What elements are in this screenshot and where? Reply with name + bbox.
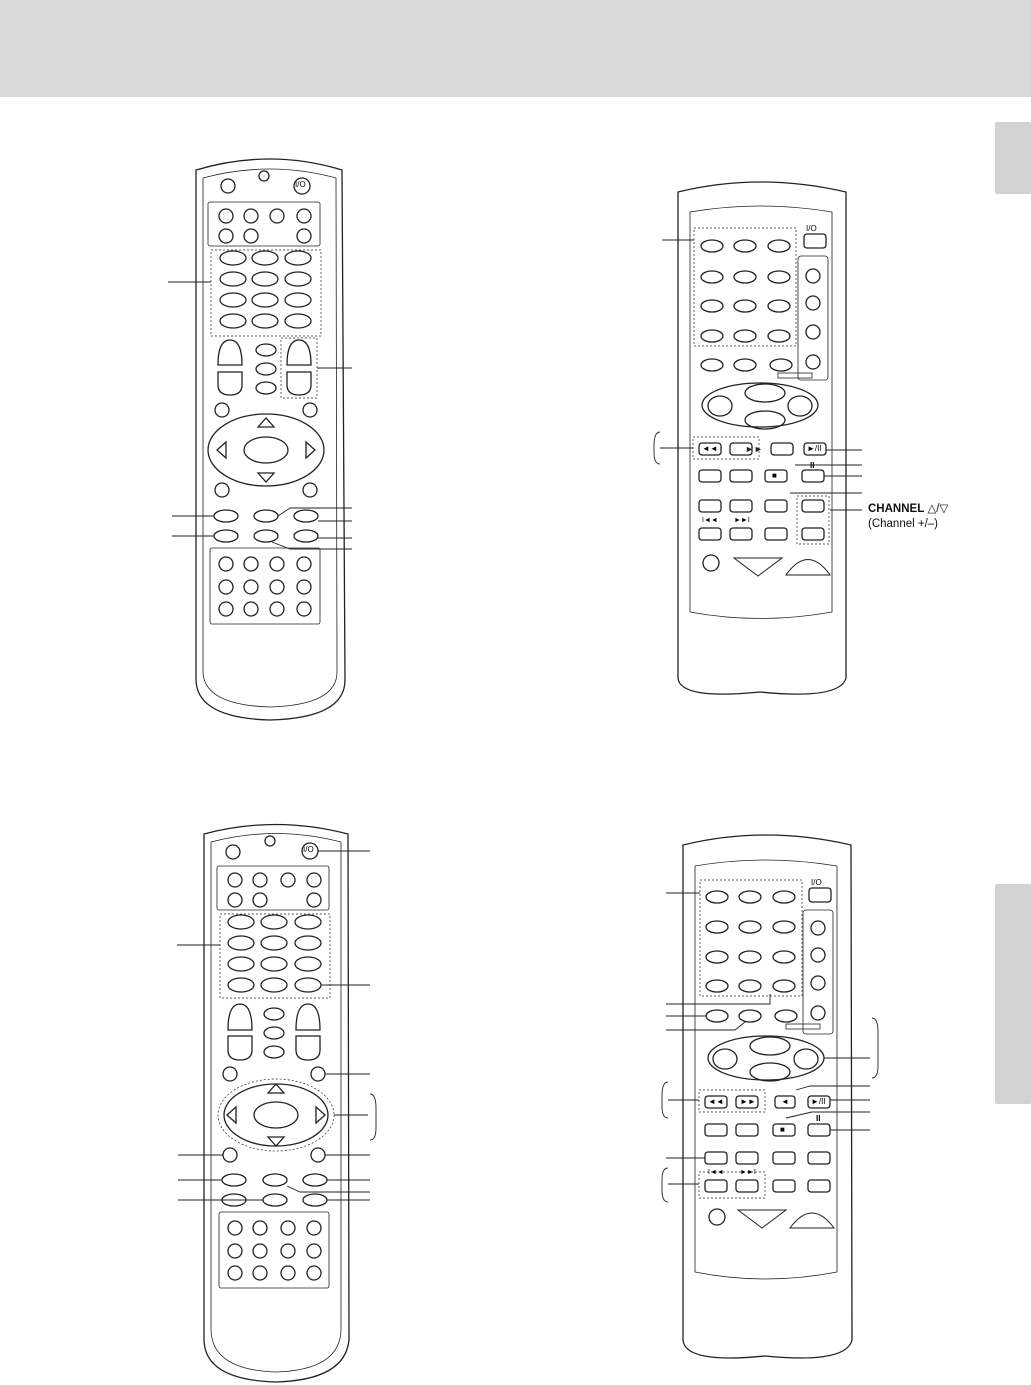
remote-2-pause-label: II [810,461,815,470]
channel-title: CHANNEL [868,503,925,515]
remote-4-ff-label: ►► [740,1097,756,1106]
remote-4-stop-label: ■ [780,1125,785,1134]
remote-4-reverse-label: ◄ [781,1097,789,1106]
remote-4-skip-back-label: I◄◄ [708,1169,724,1176]
remote-4-power-label: I/Ο [811,878,822,887]
remote-4-power-button[interactable] [809,888,831,902]
channel-symbols: △/▽ [927,503,949,515]
remote-2-power-label: I/Ο [806,224,817,233]
remote-2-skip-back-label: I◄◄ [702,517,718,524]
channel-sub: (Channel +/–) [868,518,938,530]
remote-1-power-label: I/Ο [295,180,306,189]
remote-4-play-pause-label: ►/II [811,1097,826,1106]
remote-2-skip-fwd-label: ►►I [734,517,750,524]
remote-4-skip-fwd-label: ►►I [740,1169,756,1176]
remote-2-rewind-label: ◄◄ [702,444,718,453]
remote-2-stop-label: ■ [772,471,777,480]
r2-ff: ►► [745,444,763,454]
remote-3-power-label: I/Ο [303,845,314,854]
remote-4-rewind-label: ◄◄ [708,1097,724,1106]
remote-4-pause-label: II [816,1114,821,1123]
remote-2-play-pause-label: ►/II [807,444,822,453]
